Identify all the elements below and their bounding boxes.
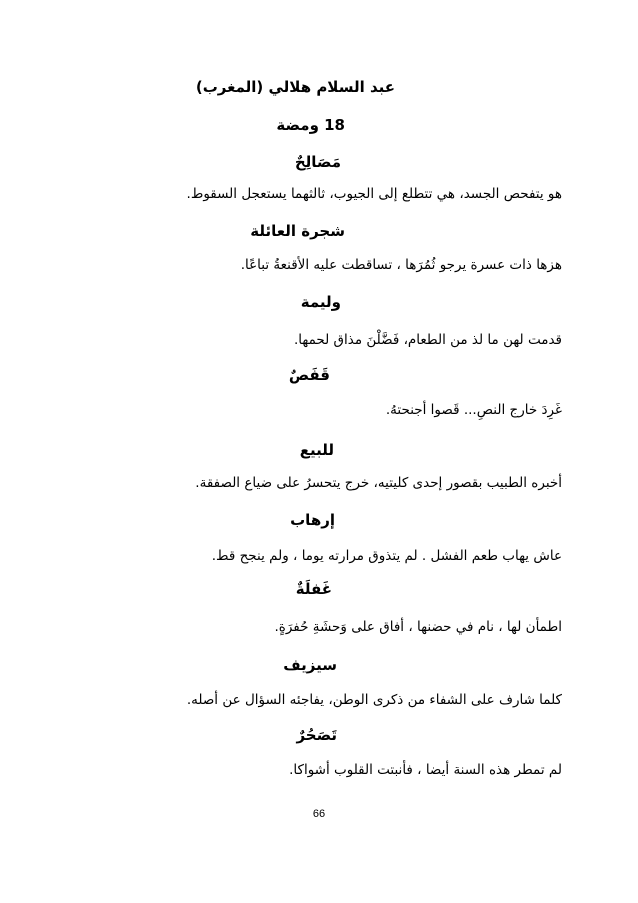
story-title: سيزيف	[283, 656, 337, 674]
page-number: 66	[312, 808, 326, 820]
story-text: كلما شارف على الشفاء من ذكرى الوطن، يفاجئه السؤال عن أصله.	[186, 692, 562, 708]
story-title: قَفَصٌ	[288, 366, 330, 384]
story-text: لم تمطر هذه السنة أيضا ، فأنبتت القلوب أشواكا.	[289, 762, 562, 778]
story-title: وليمة	[300, 293, 341, 311]
story-text: عاش يهاب طعم الفشل . لم يتذوق مرارته يوما ، ولم ينجح قط.	[211, 548, 562, 564]
story-title: غَفلَةٌ	[295, 580, 332, 598]
story-title: شجرة العائلة	[250, 222, 345, 240]
story-text: هزها ذات عسرة يرجو ثُمُرَها ، تساقطت عليه الأقنعةُ تباعًا.	[240, 257, 562, 273]
story-title: للبيع	[299, 441, 334, 459]
story-text: غَرِدَ خارج النصِ... قَصوا أجنحتهُ.	[385, 402, 562, 418]
story-title: إرهاب	[290, 511, 335, 529]
collection-title: 18 ومضة	[276, 116, 345, 134]
story-text: هو يتفحص الجسد، هي تتطلع إلى الجيوب، ثالثهما يستعجل السقوط.	[186, 186, 562, 202]
story-text: أخبره الطبيب بقصور إحدى كليتيه، خرج يتحسرُ على ضياع الصفقة.	[195, 475, 562, 491]
story-text: اطمأن لها ، نام في حضنها ، أفاق على وَحشَةِ حُفرَةٍ.	[274, 619, 562, 635]
story-text: قدمت لهن ما لذ من الطعام، فَضَّلْنَ مذاق لحمها.	[293, 332, 562, 348]
story-title: مَصَالِحٌ	[294, 153, 341, 171]
author-line: عبد السلام هلالي (المغرب)	[195, 78, 395, 96]
story-title: تَصَحُرٌ	[296, 726, 337, 744]
